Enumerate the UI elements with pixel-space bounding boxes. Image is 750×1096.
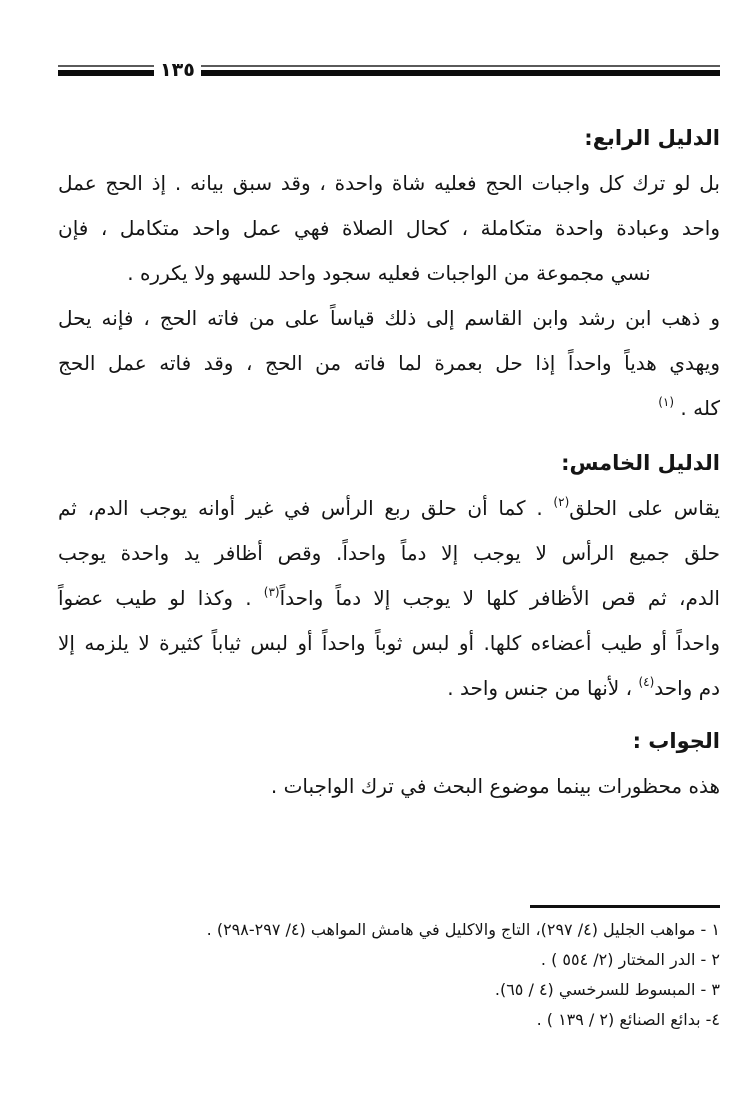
text-segment: ، لأنها من جنس واحد . (447, 676, 639, 700)
header-rule-thick (58, 70, 154, 76)
header-rule-thin (58, 65, 154, 67)
text-line: واحداً أو طيب أعضاءه كلها. أو لبس ثوباً واحداً أو لبس ثياباً كثيرة لا يلزمه إلا (58, 631, 720, 655)
heading-evidence-4: الدليل الرابع: (584, 126, 720, 150)
footnote-3: ٣ - المبسوط للسرخسي (٤ / ٦٥). (494, 980, 720, 999)
page-body (58, 116, 720, 809)
footnote-marker-1: (١) (658, 395, 675, 409)
text-line (58, 486, 720, 531)
text-segment: الدم، ثم قص الأظافر كلها لا يوجب إلا دماً واحداً (279, 586, 720, 610)
text-line: ويهدي هدياً واحداً إذا حل بعمرة لما فاته من الحج ، وقد فاته عمل الحج (58, 351, 720, 375)
section-evidence-4 (58, 116, 720, 431)
text-segment: كله . (674, 396, 720, 420)
text-line (58, 666, 720, 711)
footnote-1: ١ - مواهب الجليل (٤/ ٢٩٧)، التاج والاكليل في هامش المواهب (٤/ ٢٩٧-٢٩٨) . (206, 920, 720, 939)
heading-answer: الجواب : (632, 729, 720, 753)
header-rule-left (58, 65, 154, 76)
footnote-separator (530, 905, 720, 908)
footnote-marker-2: (٢) (553, 495, 570, 509)
section-evidence-5 (58, 441, 720, 711)
text-line: هذه محظورات بينما موضوع البحث في ترك الواجبات . (270, 774, 720, 798)
text-line (58, 386, 720, 431)
footnote-marker-4: (٤) (638, 675, 655, 689)
text-line: بل لو ترك كل واجبات الحج فعليه شاة واحدة ، وقد سبق بيانه . إذ الحج عمل (58, 171, 720, 195)
text-segment: . وكذا لو طيب عضواً (58, 586, 264, 610)
header-rule-thick (201, 70, 720, 76)
text-segment: . كما أن حلق ربع الرأس في غير أوانه يوجب الدم، ثم (58, 496, 554, 520)
text-segment: دم واحد (654, 676, 720, 700)
header-rule-thin (201, 65, 720, 67)
text-line: حلق جميع الرأس لا يوجب إلا دماً واحداً. وقص أظافر يد واحدة يوجب (58, 541, 720, 565)
footnote-2: ٢ - الدر المختار (٢/ ٥٥٤ ) . (540, 950, 720, 969)
footnotes (58, 905, 720, 1035)
page-header (58, 58, 720, 82)
heading-evidence-5: الدليل الخامس: (561, 451, 720, 475)
text-segment: يقاس على الحلق (569, 496, 721, 520)
text-line: و ذهب ابن رشد وابن القاسم إلى ذلك قياساً على من فاته الحج ، فإنه يحل (58, 306, 720, 330)
text-line: واحد وعبادة واحدة متكاملة ، كحال الصلاة فهي عمل واحد متكامل ، فإن (58, 216, 720, 240)
footnote-4: ٤- بدائع الصنائع (٢ / ١٣٩ ) . (536, 1010, 720, 1029)
page-number: ١٣٥ (160, 58, 195, 81)
header-rule-right (201, 65, 720, 76)
footnote-marker-3: (٣) (263, 585, 280, 599)
text-line (58, 576, 720, 621)
text-line: نسي مجموعة من الواجبات فعليه سجود واحد للسهو ولا يكرره . (127, 261, 651, 285)
section-answer (58, 719, 720, 809)
